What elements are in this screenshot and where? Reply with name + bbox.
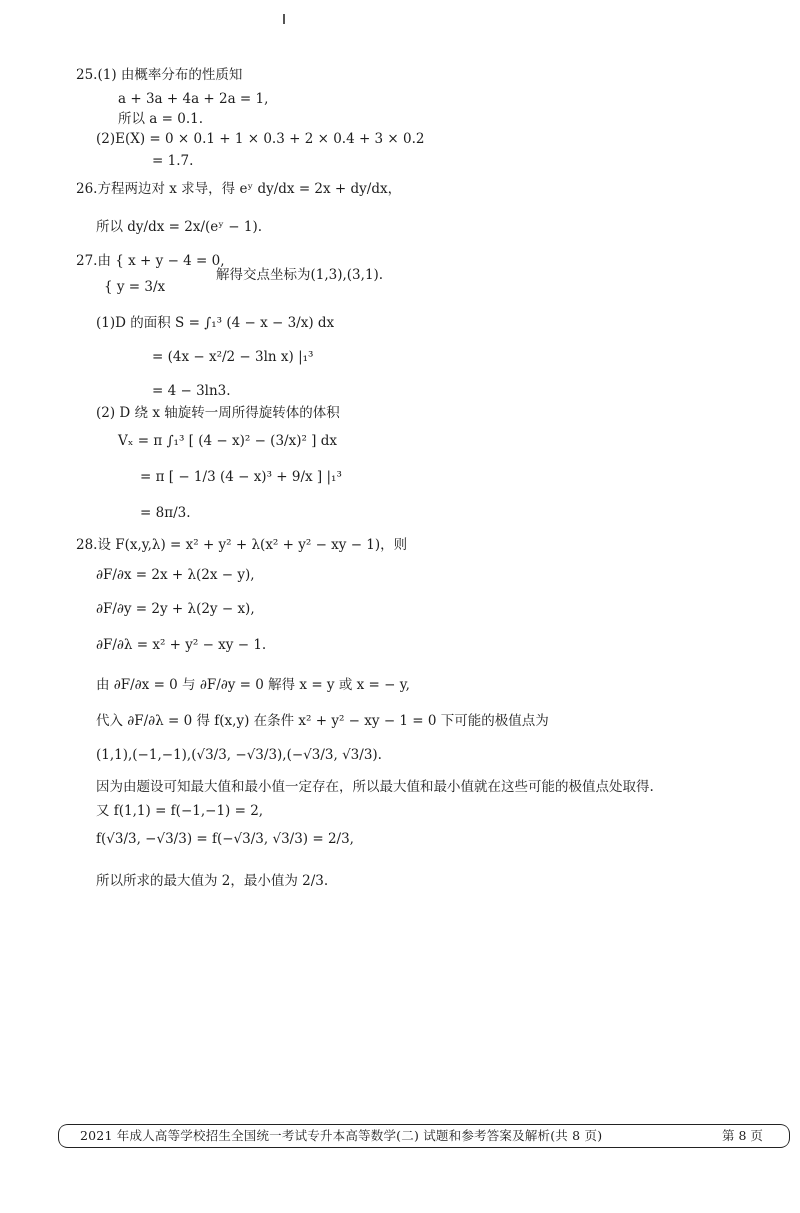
q28-substitute: 代入 ∂F/∂λ = 0 得 f(x,y) 在条件 x² + y² − xy − 1 = 0 下可能的极值点为 [96,713,549,729]
footer-frame-right [780,1124,790,1148]
q26-result: 所以 dy/dx = 2x/(eʸ − 1). [96,219,263,235]
q27-system-line1: 27.由 { x + y − 4 = 0, [76,253,225,269]
q27-area-integral: (1)D 的面积 S = ∫₁³ (4 − x − 3/x) dx [96,315,335,331]
q27-area-antiderivative: = (4x − x²/2 − 3ln x) |₁³ [152,349,314,365]
q25-equation: a + 3a + 4a + 2a = 1, [118,91,269,107]
q28-values-2: f(√3/3, −√3/3) = f(−√3/3, √3/3) = 2/3, [96,831,354,847]
q27-volume-heading: (2) D 绕 x 轴旋转一周所得旋转体的体积 [96,405,340,421]
q27-volume-integral: Vₓ = π ∫₁³ [ (4 − x)² − (3/x)² ] dx [118,433,337,449]
q25-result-a: 所以 a = 0.1. [118,111,203,127]
q28-partial-y: ∂F/∂y = 2y + λ(2y − x), [96,601,255,617]
q27-volume-result: = 8π/3. [140,505,191,521]
q25-expectation: (2)E(X) = 0 × 0.1 + 1 × 0.3 + 2 × 0.4 + 3 × 0.2 [96,131,425,147]
q28-solve: 由 ∂F/∂x = 0 与 ∂F/∂y = 0 解得 x = y 或 x = − y, [96,677,410,693]
q26-heading: 26.方程两边对 x 求导，得 eʸ dy/dx = 2x + dy/dx， [76,181,402,197]
q27-system-line2: { y = 3/x [104,279,166,295]
q27-area-result: = 4 − 3ln3. [152,383,231,399]
q28-reasoning: 因为由题设可知最大值和最小值一定存在，所以最大值和最小值就在这些可能的极值点处取得. [96,779,654,795]
q25-expectation-result: = 1.7. [152,153,194,169]
q28-critical-points: (1,1),(−1,−1),(√3/3, −√3/3),(−√3/3, √3/3). [96,747,382,763]
q25-heading: 25.(1) 由概率分布的性质知 [76,67,243,83]
footer-title: 2021 年成人高等学校招生全国统一考试专升本高等数学(二) 试题和参考答案及解析(共 8 页) [80,1128,603,1143]
q27-volume-antiderivative: = π [ − 1/3 (4 − x)³ + 9/x ] |₁³ [140,469,342,485]
q28-lagrange-function: 28.设 F(x,y,λ) = x² + y² + λ(x² + y² − xy − 1)，则 [76,537,408,553]
footer-frame-left [58,1124,68,1148]
q28-conclusion: 所以所求的最大值为 2，最小值为 2/3. [96,873,329,889]
q28-partial-x: ∂F/∂x = 2x + λ(2x − y), [96,567,255,583]
scan-mark [283,14,285,24]
q28-values-1: 又 f(1,1) = f(−1,−1) = 2, [96,803,264,819]
footer-page-number: 第 8 页 [722,1128,763,1143]
q27-intersection: 解得交点坐标为(1,3),(3,1). [216,267,384,283]
q28-partial-lambda: ∂F/∂λ = x² + y² − xy − 1. [96,637,267,653]
